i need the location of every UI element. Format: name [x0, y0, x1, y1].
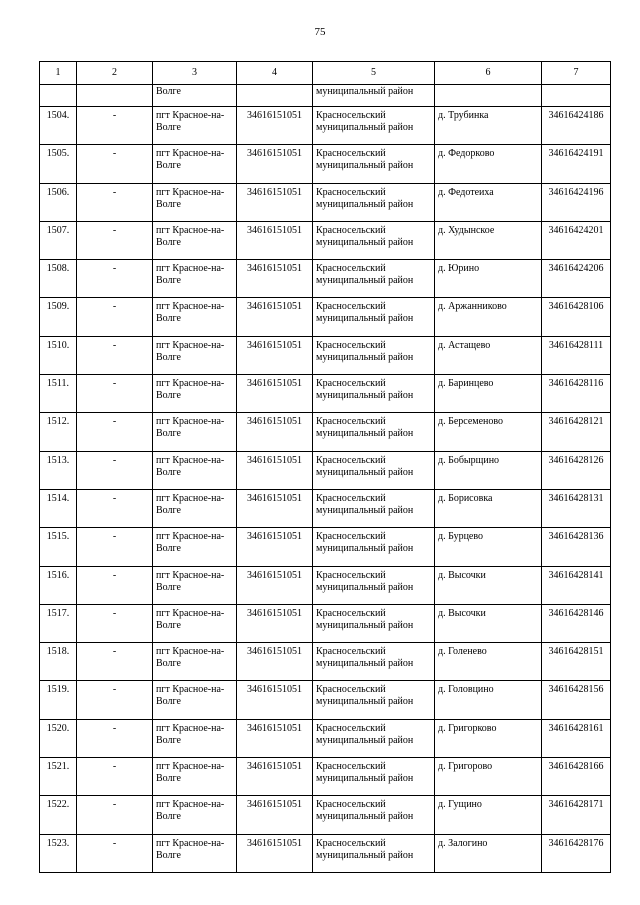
cell-code: 34616428141 [542, 566, 611, 604]
cell-code: 34616428136 [542, 528, 611, 566]
cell-district: Красносельский муниципальный район [313, 221, 435, 259]
cell-dash: - [77, 796, 153, 834]
cell-dash: - [77, 489, 153, 527]
cell-district: муниципальный район [313, 85, 435, 107]
table-row [40, 221, 611, 259]
cell-oktmo [237, 85, 313, 107]
cell-district: Красносельский муниципальный район [313, 796, 435, 834]
cell-district: Красносельский муниципальный район [313, 528, 435, 566]
cell-code: 34616428106 [542, 298, 611, 336]
cell-district: Красносельский муниципальный район [313, 145, 435, 183]
cell-code: 34616428166 [542, 758, 611, 796]
cell-code: 34616428176 [542, 834, 611, 872]
cell-code: 34616428111 [542, 336, 611, 374]
cell-dash: - [77, 413, 153, 451]
cell-settlement: пгт Красное-на-Волге [153, 489, 237, 527]
table-row [40, 528, 611, 566]
table-row [40, 107, 611, 145]
cell-code: 34616424206 [542, 260, 611, 298]
cell-settlement: пгт Красное-на-Волге [153, 528, 237, 566]
cell-oktmo: 34616151051 [237, 643, 313, 681]
table-row [40, 566, 611, 604]
cell-dash: - [77, 681, 153, 719]
cell-settlement: пгт Красное-на-Волге [153, 221, 237, 259]
cell-code: 34616424191 [542, 145, 611, 183]
cell-oktmo: 34616151051 [237, 413, 313, 451]
cell-district: Красносельский муниципальный район [313, 758, 435, 796]
column-header: 5 [313, 62, 435, 85]
cell-number: 1513. [40, 451, 77, 489]
cell-oktmo: 34616151051 [237, 604, 313, 642]
cell-number: 1510. [40, 336, 77, 374]
cell-settlement: пгт Красное-на-Волге [153, 719, 237, 757]
cell-locality: д. Аржанниково [435, 298, 542, 336]
cell-oktmo: 34616151051 [237, 758, 313, 796]
table-row [40, 145, 611, 183]
cell-dash: - [77, 566, 153, 604]
cell-number: 1508. [40, 260, 77, 298]
cell-locality: д. Высочки [435, 566, 542, 604]
cell-locality: д. Залогино [435, 834, 542, 872]
table-row [40, 796, 611, 834]
cell-settlement: пгт Красное-на-Волге [153, 336, 237, 374]
table-row [40, 643, 611, 681]
cell-code: 34616424196 [542, 183, 611, 221]
cell-number: 1504. [40, 107, 77, 145]
cell-district: Красносельский муниципальный район [313, 834, 435, 872]
cell-code: 34616424201 [542, 221, 611, 259]
cell-oktmo: 34616151051 [237, 298, 313, 336]
cell-district: Красносельский муниципальный район [313, 604, 435, 642]
cell-oktmo: 34616151051 [237, 489, 313, 527]
cell-oktmo: 34616151051 [237, 336, 313, 374]
cell-number: 1511. [40, 375, 77, 413]
cell-locality: д. Головцино [435, 681, 542, 719]
cell-number: 1519. [40, 681, 77, 719]
cell-locality: д. Григорково [435, 719, 542, 757]
cell-number: 1512. [40, 413, 77, 451]
cell-district: Красносельский муниципальный район [313, 413, 435, 451]
cell-dash: - [77, 375, 153, 413]
table-row [40, 298, 611, 336]
cell-locality: д. Высочки [435, 604, 542, 642]
column-header: 6 [435, 62, 542, 85]
cell-locality: д. Берсеменово [435, 413, 542, 451]
cell-dash: - [77, 451, 153, 489]
cell-oktmo: 34616151051 [237, 107, 313, 145]
cell-number: 1518. [40, 643, 77, 681]
table-row [40, 758, 611, 796]
cell-oktmo: 34616151051 [237, 451, 313, 489]
cell-code [542, 85, 611, 107]
cell-locality: д. Федорково [435, 145, 542, 183]
cell-district: Красносельский муниципальный район [313, 183, 435, 221]
cell-district: Красносельский муниципальный район [313, 719, 435, 757]
cell-number: 1514. [40, 489, 77, 527]
cell-dash: - [77, 758, 153, 796]
cell-district: Красносельский муниципальный район [313, 375, 435, 413]
cell-dash: - [77, 298, 153, 336]
table-row [40, 719, 611, 757]
cell-district: Красносельский муниципальный район [313, 643, 435, 681]
table-row [40, 451, 611, 489]
cell-oktmo: 34616151051 [237, 145, 313, 183]
table-row [40, 413, 611, 451]
settlements-table [39, 61, 611, 873]
cell-district: Красносельский муниципальный район [313, 566, 435, 604]
cell-district: Красносельский муниципальный район [313, 681, 435, 719]
cell-dash: - [77, 183, 153, 221]
cell-dash: - [77, 145, 153, 183]
cell-settlement: пгт Красное-на-Волге [153, 796, 237, 834]
cell-district: Красносельский муниципальный район [313, 489, 435, 527]
cell-oktmo: 34616151051 [237, 681, 313, 719]
cell-settlement: Волге [153, 85, 237, 107]
cell-number: 1507. [40, 221, 77, 259]
cell-oktmo: 34616151051 [237, 719, 313, 757]
cell-settlement: пгт Красное-на-Волге [153, 298, 237, 336]
cell-oktmo: 34616151051 [237, 260, 313, 298]
cell-code: 34616428161 [542, 719, 611, 757]
cell-dash [77, 85, 153, 107]
column-header: 3 [153, 62, 237, 85]
cell-oktmo: 34616151051 [237, 796, 313, 834]
cell-district: Красносельский муниципальный район [313, 451, 435, 489]
cell-code: 34616424186 [542, 107, 611, 145]
cell-locality [435, 85, 542, 107]
cell-dash: - [77, 260, 153, 298]
table-row [40, 489, 611, 527]
cell-locality: д. Гущино [435, 796, 542, 834]
table-row [40, 336, 611, 374]
cell-locality: д. Юрино [435, 260, 542, 298]
cell-settlement: пгт Красное-на-Волге [153, 413, 237, 451]
cell-locality: д. Григорово [435, 758, 542, 796]
cell-locality: д. Худынское [435, 221, 542, 259]
table-row [40, 681, 611, 719]
cell-locality: д. Трубинка [435, 107, 542, 145]
cell-code: 34616428156 [542, 681, 611, 719]
cell-oktmo: 34616151051 [237, 528, 313, 566]
cell-locality: д. Бурцево [435, 528, 542, 566]
cell-dash: - [77, 643, 153, 681]
cell-settlement: пгт Красное-на-Волге [153, 260, 237, 298]
cell-district: Красносельский муниципальный район [313, 107, 435, 145]
table-row [40, 604, 611, 642]
cell-settlement: пгт Красное-на-Волге [153, 107, 237, 145]
cell-settlement: пгт Красное-на-Волге [153, 451, 237, 489]
cell-locality: д. Баринцево [435, 375, 542, 413]
cell-number [40, 85, 77, 107]
cell-settlement: пгт Красное-на-Волге [153, 183, 237, 221]
page-number: 75 [314, 26, 326, 38]
cell-locality: д. Борисовка [435, 489, 542, 527]
cell-locality: д. Астащево [435, 336, 542, 374]
cell-district: Красносельский муниципальный район [313, 298, 435, 336]
cell-number: 1505. [40, 145, 77, 183]
cell-locality: д. Федотеиха [435, 183, 542, 221]
column-header: 2 [77, 62, 153, 85]
cell-district: Красносельский муниципальный район [313, 260, 435, 298]
cell-settlement: пгт Красное-на-Волге [153, 145, 237, 183]
cell-code: 34616428126 [542, 451, 611, 489]
cell-oktmo: 34616151051 [237, 183, 313, 221]
cell-locality: д. Бобырщино [435, 451, 542, 489]
continuation-row [40, 85, 611, 107]
cell-settlement: пгт Красное-на-Волге [153, 758, 237, 796]
cell-settlement: пгт Красное-на-Волге [153, 643, 237, 681]
column-header: 4 [237, 62, 313, 85]
cell-settlement: пгт Красное-на-Волге [153, 681, 237, 719]
cell-district: Красносельский муниципальный район [313, 336, 435, 374]
cell-number: 1516. [40, 566, 77, 604]
cell-settlement: пгт Красное-на-Волге [153, 375, 237, 413]
cell-dash: - [77, 107, 153, 145]
cell-oktmo: 34616151051 [237, 834, 313, 872]
cell-dash: - [77, 221, 153, 259]
cell-number: 1517. [40, 604, 77, 642]
table-row [40, 375, 611, 413]
cell-oktmo: 34616151051 [237, 566, 313, 604]
cell-dash: - [77, 528, 153, 566]
column-header: 1 [40, 62, 77, 85]
cell-code: 34616428131 [542, 489, 611, 527]
cell-oktmo: 34616151051 [237, 221, 313, 259]
cell-dash: - [77, 336, 153, 374]
cell-dash: - [77, 834, 153, 872]
cell-dash: - [77, 719, 153, 757]
cell-dash: - [77, 604, 153, 642]
cell-code: 34616428171 [542, 796, 611, 834]
cell-number: 1522. [40, 796, 77, 834]
cell-number: 1521. [40, 758, 77, 796]
table-row [40, 834, 611, 872]
cell-settlement: пгт Красное-на-Волге [153, 566, 237, 604]
table-row [40, 260, 611, 298]
cell-number: 1520. [40, 719, 77, 757]
cell-locality: д. Голенево [435, 643, 542, 681]
cell-number: 1523. [40, 834, 77, 872]
cell-number: 1509. [40, 298, 77, 336]
cell-settlement: пгт Красное-на-Волге [153, 604, 237, 642]
column-header: 7 [542, 62, 611, 85]
cell-code: 34616428121 [542, 413, 611, 451]
cell-number: 1506. [40, 183, 77, 221]
cell-oktmo: 34616151051 [237, 375, 313, 413]
cell-code: 34616428151 [542, 643, 611, 681]
cell-number: 1515. [40, 528, 77, 566]
table-header-row [40, 62, 611, 85]
cell-code: 34616428146 [542, 604, 611, 642]
cell-settlement: пгт Красное-на-Волге [153, 834, 237, 872]
table-row [40, 183, 611, 221]
cell-code: 34616428116 [542, 375, 611, 413]
table-body [40, 85, 611, 873]
